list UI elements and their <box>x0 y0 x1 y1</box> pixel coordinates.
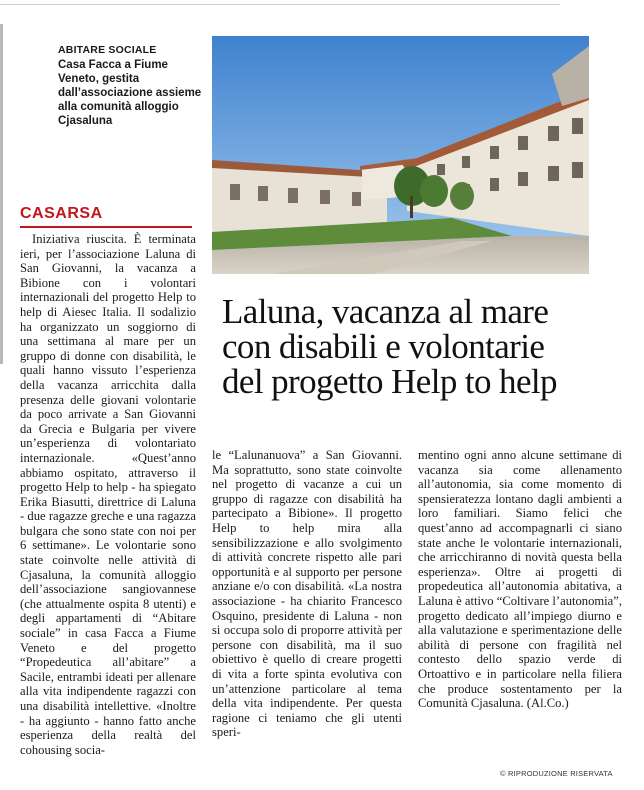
photo-caption <box>58 44 208 128</box>
copyright-credit: © RIPRODUZIONE RISERVATA <box>500 769 613 778</box>
section-name: CASARSA <box>20 205 103 222</box>
headline-line-1: Laluna, vacanza al mare <box>222 292 549 331</box>
body-column-1 <box>20 232 196 757</box>
body-text-2: le “Lalunanuova” a San Giovanni. Ma soprattutto, sono state coinvolte nel progetto di vacanze a cui un gruppo di ragazze con disabilità ha partecipato a Bibione». Il progetto Help to help mira alla sensibilizzazione e allo svolgimento di attività concrete rispetto alle pari opportunità e al supporto per persone anziane e/o con disabilità. «La nostra associazione - ha chiarito Francesco Osquino, presidente di Laluna - non si occupa solo di proporre attività per persone con disabilità, ma il suo obiettivo è quello di creare progetti di vita a forte spinta evolutiva con un’attenzione particolare al tema della vita indipendente. Per questa ragione ci teniamo che gli utenti speri- <box>212 448 402 740</box>
section-rule <box>20 226 192 228</box>
body-column-3 <box>418 448 622 711</box>
body-text-1: Iniziativa riuscita. È terminata ieri, per l’associazione Laluna di San Giovanni, la vacanza a Bibione con i volontari internazionali del progetto Help to help di Aiesec Italia. Il sodalizio ha organizzato un soggiorno di una settimana al mare per un gruppo di donne con disabilità, le quali hanno vissuto l’esperienza della vacanza arricchita dalla presenza delle giovani volontarie da poco arrivate a San Giovanni da Grecia e Bulgaria per vivere un’esperienza di volontariato internazionale. «Quest’anno abbiamo ospitato, attraverso il progetto Help to help - ha spiegato Erika Biasutti, direttrice di Laluna - due ragazze greche e una ragazza bulgara che sono state con noi per 6 settimane». Le volontarie sono state coinvolte nelle attività di Cjasaluna, la comunità alloggio dell’associazione sangiovannese (che attualmente ospita 8 utenti) e degli appartamenti di “Abitare sociale” in casa Facca a Fiume Veneto e del progetto “Propedeutica all’abitare” a Sacile, entrambi ideati per allenare alla vita indipendente ragazzi con una disabilità intellettive. «Inoltre - ha aggiunto - hanno fatto anche esperienza della realtà del cohousing socia- <box>20 232 196 757</box>
article-photo <box>212 36 589 274</box>
top-rule <box>0 4 560 5</box>
headline-line-2: con disabili e volontarie <box>222 327 545 366</box>
margin-rule <box>0 24 3 364</box>
body-column-2 <box>212 448 402 740</box>
headline-line-3: del progetto Help to help <box>222 362 557 401</box>
caption-kicker: ABITARE SOCIALE <box>58 44 157 56</box>
headline <box>222 294 622 399</box>
courtyard-photo <box>212 36 589 274</box>
section-label <box>20 204 192 228</box>
body-text-3: mentino ogni anno alcune settimane di vacanza sia come allenamento all’autonomia, sia come momento di spensieratezza lontano dagli ambienti a loro familiari. Siamo felici che quest’anno ad accompagnarli ci siano state anche le volontarie internazionali, che arricchiranno di novità questa bella esperienza». Oltre ai progetti di propedeutica all’autonomia abitativa, a Laluna è attivo “Coltivare l’autonomia”, progetto dedicato all’impiego diurno e alla valutazione e sperimentazione delle abilità di persone con fragilità nel contesto dello spazio verde di Ortoattivo e in particolare nella filiera che produce sostentamento per la Comunità Cjasaluna. (Al.Co.) <box>418 448 622 711</box>
caption-text: Casa Facca a Fiume Veneto, gestita dall’associazione assieme alla comunità alloggio Cjasaluna <box>58 59 202 127</box>
